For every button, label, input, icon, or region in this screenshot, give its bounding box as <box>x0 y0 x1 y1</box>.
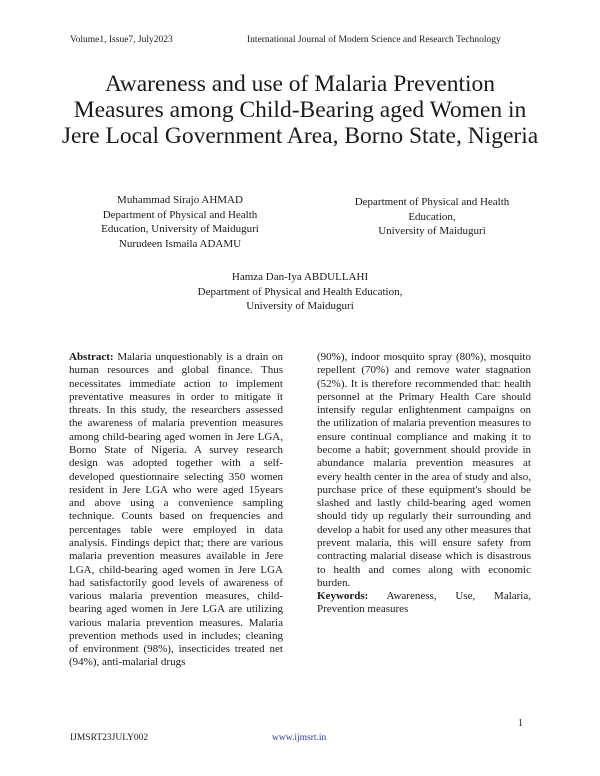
author-block-2 <box>322 195 542 239</box>
author-affiliation: Department of Physical and Health <box>102 208 258 221</box>
abstract-column-right <box>317 351 531 617</box>
header-volume-issue: Volume1, Issue7, July2023 <box>70 35 173 45</box>
author-affiliation: Education, University of Maiduguri <box>101 223 259 236</box>
author-block-1 <box>80 193 280 251</box>
abstract-label: Abstract: <box>69 351 114 363</box>
abstract-column-left <box>69 351 283 670</box>
author-name: Hamza Dan-Iya ABDULLAHI <box>231 271 369 283</box>
header-journal-name: International Journal of Modern Science and Research Technology <box>247 35 501 45</box>
keywords-label: Keywords: <box>317 590 369 603</box>
author-affiliation: Department of Physical and Health Education, <box>197 285 403 298</box>
author-block-3 <box>150 270 450 314</box>
keywords-text: Awareness, Use, Malaria, Prevention measures <box>317 590 531 616</box>
author-affiliation: University of Maiduguri <box>246 300 354 313</box>
abstract-text-continued: (90%), indoor mosquito spray (80%), mosquito repellent (70%) and remove water stagnation (52%). It is therefore recommended that: health personnel at the Primary Health Care should intensify regular enlightenment campaigns on the utilization of malaria prevention measures to ensure continual compliance and making it to become a habit; government should provide in abundance malaria prevention measures at every health center in the area of study and also, purchase price of these equipment's should be slashed and lastly child-bearing aged women should tidy up regularly their surrounding and develop a habit for used any other measures that prevent malaria, this will ensure safety from contracting malarial disease which is disastrous to health and comes along with economic burden. <box>317 351 531 589</box>
paper-title: Awareness and use of Malaria Prevention Measures among Child-Bearing aged Women in Jere Local Government Area, Borno State, Nigeria <box>61 71 539 149</box>
footer-article-code: IJMSRT23JULY002 <box>70 733 149 743</box>
footer-website-link[interactable]: www.ijmsrt.in <box>272 733 327 743</box>
author-affiliation: University of Maiduguri <box>378 225 486 238</box>
abstract-text: Malaria unquestionably is a drain on human resources and global finance. Thus necessitates immediate action to implement preventative measures in order to mitigate it threats. In this study, the researchers assessed the awareness of malaria prevention measures among child-bearing aged women in Jere LGA, Borno State of Nigeria. A survey research design was adopted together with a self-developed questionnaire selecting 350 women resident in Jere LGA who were aged 15years and above using a convenience sampling technique. Counts based on frequencies and percentages table were employed in data analysis. Findings depict that; there are various malaria prevention measures available in Jere LGA, child-bearing aged women in Jere LGA had satisfactorily good levels of awareness of various malaria prevention measures, child-bearing aged women in Jere LGA are utilizing various malaria prevention measures. Malaria prevention methods used in includes; cleaning of environment (98%), insecticides treated net (94%), anti-malarial drugs <box>69 351 284 669</box>
author-name: Nurudeen Ismaila ADAMU <box>118 237 242 250</box>
author-affiliation: Department of Physical and Health <box>354 196 510 208</box>
author-name: Muhammad Sirajo AHMAD <box>117 194 243 206</box>
page-number: 1 <box>518 718 523 729</box>
author-affiliation: Education, <box>408 210 456 223</box>
